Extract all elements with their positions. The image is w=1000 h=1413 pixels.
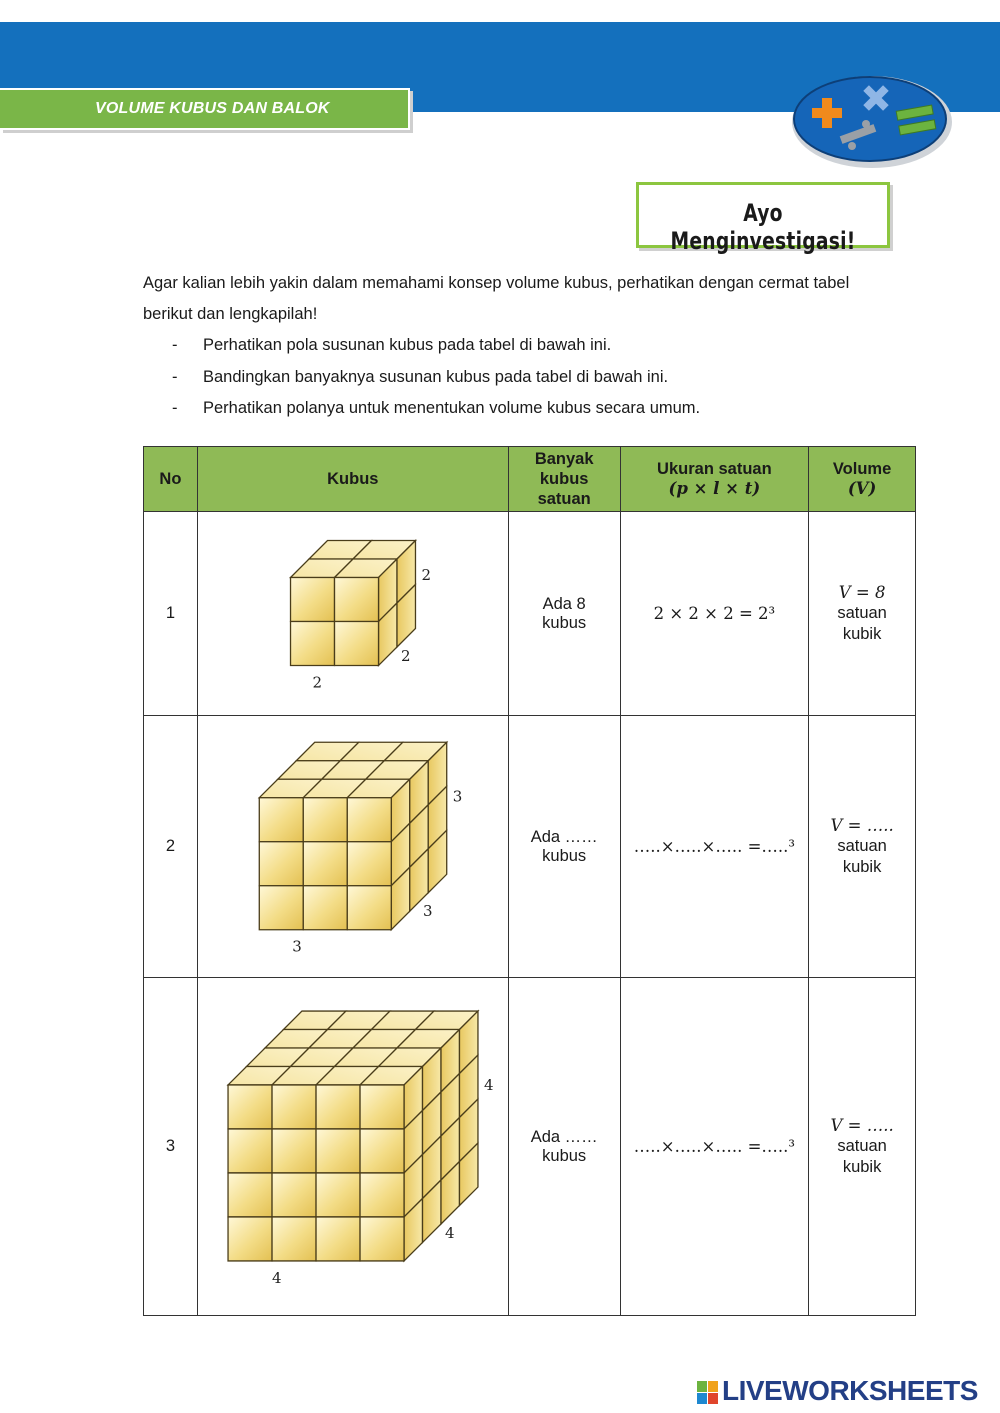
volume-cell: V = 8 satuan kubik — [809, 512, 916, 716]
list-item: - Bandingkan banyaknya susunan kubus pada tabel di bawah ini. — [172, 367, 669, 386]
header-volume: Volume (V) — [809, 447, 916, 512]
cube-3x3x3-illustration — [203, 717, 503, 971]
cube-front-face — [360, 1129, 404, 1173]
cube-front-face — [316, 1085, 360, 1129]
cube-volume-table — [143, 446, 916, 1316]
cube-front-face — [303, 886, 347, 930]
cube-front-face — [259, 886, 303, 930]
cube-front-face — [303, 798, 347, 842]
cube-front-face — [360, 1217, 404, 1261]
math-operations-logo-icon — [788, 72, 954, 172]
cube-front-face — [347, 842, 391, 886]
cube-front-face — [259, 798, 303, 842]
cube-front-face — [347, 798, 391, 842]
topic-title: VOLUME KUBUS DAN BALOK — [95, 100, 330, 117]
cube-front-face — [316, 1173, 360, 1217]
unit-size: 2 × 2 × 2 = 2³ — [620, 512, 809, 716]
volume-cell: V = ….. satuan kubik — [809, 716, 916, 978]
cube-front-face — [360, 1085, 404, 1129]
cube-front-face — [290, 577, 334, 621]
header-ukuran: Ukuran satuan (p × l × t) — [620, 447, 809, 512]
header-no: No — [144, 447, 198, 512]
cube-front-face — [228, 1217, 272, 1261]
activity-title: Ayo Menginvestigasi! — [670, 199, 856, 255]
volume-cell: V = ….. satuan kubik — [809, 978, 916, 1316]
cube-front-face — [272, 1217, 316, 1261]
edge-height-label: 4 — [483, 1076, 494, 1095]
cube-front-face — [347, 886, 391, 930]
cube-front-face — [360, 1173, 404, 1217]
cube-front-face — [228, 1173, 272, 1217]
footer-brand: LIVEWORKSHEETS — [722, 1375, 978, 1406]
liveworksheets-logo-icon — [697, 1381, 719, 1405]
cube-figure-cell — [197, 716, 508, 978]
cube-front-face — [272, 1129, 316, 1173]
intro-paragraph: Agar kalian lebih yakin dalam memahami konsep volume kubus, perhatikan dengan cermat tabel berikut dan lengkapilah! — [143, 274, 850, 323]
cube-4x4x4-illustration — [203, 979, 503, 1309]
cube-count: Ada …… kubus — [508, 716, 620, 978]
activity-badge — [636, 182, 890, 255]
row-number: 3 — [144, 978, 198, 1316]
table-row — [144, 716, 916, 978]
cube-front-face — [272, 1085, 316, 1129]
cube-figure-cell — [197, 512, 508, 716]
cube-front-face — [272, 1173, 316, 1217]
cube-front-face — [290, 621, 334, 665]
edge-depth-label: 3 — [422, 902, 433, 920]
edge-height-label: 2 — [421, 566, 431, 585]
unit-size-input[interactable]: …..×…..×….. =…..³ — [620, 978, 809, 1316]
cube-2x2x2-illustration — [203, 513, 503, 709]
cube-count: Ada 8 kubus — [508, 512, 620, 716]
cube-front-face — [334, 621, 378, 665]
header-kubus: Kubus — [197, 447, 508, 512]
instruction-list — [172, 330, 700, 425]
unit-size-input[interactable]: …..×…..×….. =…..³ — [620, 716, 809, 978]
cube-front-face — [334, 577, 378, 621]
edge-length-label: 4 — [271, 1268, 282, 1287]
list-item: - Perhatikan pola susunan kubus pada tabel di bawah ini. — [172, 336, 612, 354]
row-number: 2 — [144, 716, 198, 978]
edge-depth-label: 4 — [444, 1224, 455, 1242]
cube-count: Ada …… kubus — [508, 978, 620, 1316]
header-banyak: Banyak kubus satuan — [508, 447, 620, 512]
cube-front-face — [228, 1129, 272, 1173]
cube-front-face — [316, 1129, 360, 1173]
table-row — [144, 512, 916, 716]
table-header-row — [144, 447, 916, 512]
row-number: 1 — [144, 512, 198, 716]
edge-height-label: 3 — [452, 787, 463, 806]
cube-front-face — [303, 842, 347, 886]
cube-front-face — [259, 842, 303, 886]
cube-front-face — [316, 1217, 360, 1261]
edge-length-label: 3 — [292, 937, 302, 956]
cube-figure-cell — [197, 978, 508, 1316]
edge-depth-label: 2 — [400, 647, 411, 665]
volume-input[interactable]: V = ….. — [830, 816, 894, 835]
list-item: - Perhatikan polanya untuk menentukan volume kubus secara umum. — [172, 399, 701, 417]
topic-tab — [0, 88, 410, 130]
table-row — [144, 978, 916, 1316]
volume-input[interactable]: V = ….. — [830, 1116, 894, 1135]
edge-length-label: 2 — [312, 673, 322, 692]
cube-front-face — [228, 1085, 272, 1129]
